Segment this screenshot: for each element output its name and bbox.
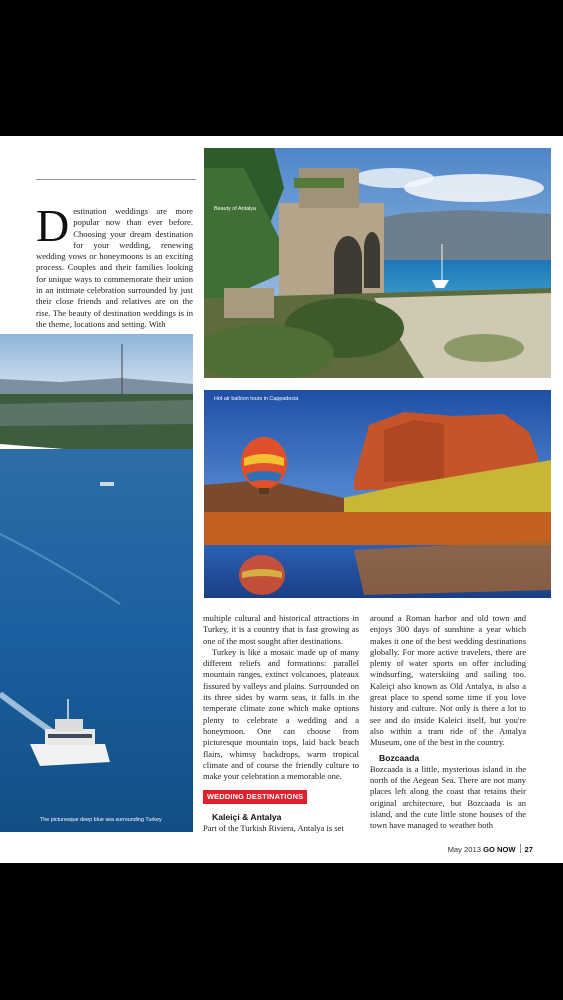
cappadocia-balloon-image: [204, 390, 551, 598]
page-number: 27: [524, 845, 533, 854]
blue-sea-image: [0, 334, 193, 832]
antalya-ruins-photo: [204, 148, 551, 378]
body-column-1: [203, 613, 359, 834]
intro-paragraph: [36, 200, 193, 330]
column1-paragraph-3: Part of the Turkish Riviera, Antalya is set: [203, 823, 344, 834]
body-column-2: [370, 613, 526, 832]
sea-caption: The picturesque deep blue sea surrounding Turkey: [40, 817, 162, 823]
column2-paragraph-2: Bozcaada is a little, mysterious island in the north of the Aegean Sea. There are not many places left along the coast that retains their original architecture, but Bozcaada is an island, and the cute little stone houses of the town have managed to weather both: [370, 763, 526, 831]
magazine-page: [0, 136, 563, 863]
footer-date: May 2013: [447, 845, 481, 854]
antalya-ruins-image: [204, 148, 551, 378]
subhead-bozcaada: Bozcaada: [379, 752, 420, 763]
subhead-kaleici-antalya: Kaleiçi & Antalya: [212, 811, 282, 822]
top-rule: [36, 179, 196, 180]
footer-magazine-name: GO NOW: [483, 845, 516, 854]
cappadocia-caption: Hot air balloon tours in Cappadocia: [214, 396, 299, 402]
page-footer: [448, 844, 533, 854]
column2-paragraph-1: around a Roman harbor and old town and enjoys 300 days of sunshine a year which makes it one of the best wedding destinations globally. For more active travelers, there are plenty of water sports on offer including windsurfing, waterskiing and sailing too. Kaleiçi also known as Old Antalya, is also a great place to spend some time if you love history and culture. Not only is there a lot to see and do inside Kaleici itself, but you're also within a tram ride of the Antalya Museum, one of the best in the country.: [370, 613, 526, 748]
blue-sea-photo: [0, 334, 193, 832]
column1-paragraph-1: multiple cultural and historical attractions in Turkey, it is a country that is fast growing as one of the most sought after destinations.: [203, 613, 359, 646]
section-tag-wedding-destinations: WEDDING DESTINATIONS: [203, 790, 307, 803]
antalya-caption: Beauty of Antalya: [214, 206, 256, 212]
drop-cap: D: [36, 200, 70, 251]
intro-text: estination weddings are more popular now than ever before. Choosing your dream destination for your wedding, renewing wedding vows or honeymoons is an exciting process. Couples and their families looking for unique ways to commemorate their union in an intimate celebration surrounded by just their close friends and relatives are on the rise. The beauty of destination weddings is in the theme, locations and setting. With: [36, 206, 193, 329]
footer-separator: [520, 844, 521, 853]
cappadocia-balloon-photo: [204, 390, 551, 598]
column1-paragraph-2: Turkey is like a mosaic made up of many different reliefs and formations: parallel mountain ranges, extinct volcanoes, plateaux fissured by valleys and plains. Surrounded on its three sides by warm seas, it falls in the temperate climate zone which make options plenty to celebrate a wedding and a honeymoon. One can choose from picturesque mountain tops, laid back beach flairs, whimsy backdrops, warm tropical climate and of course the friendly culture to make your celebration a memorable one.: [203, 646, 359, 782]
